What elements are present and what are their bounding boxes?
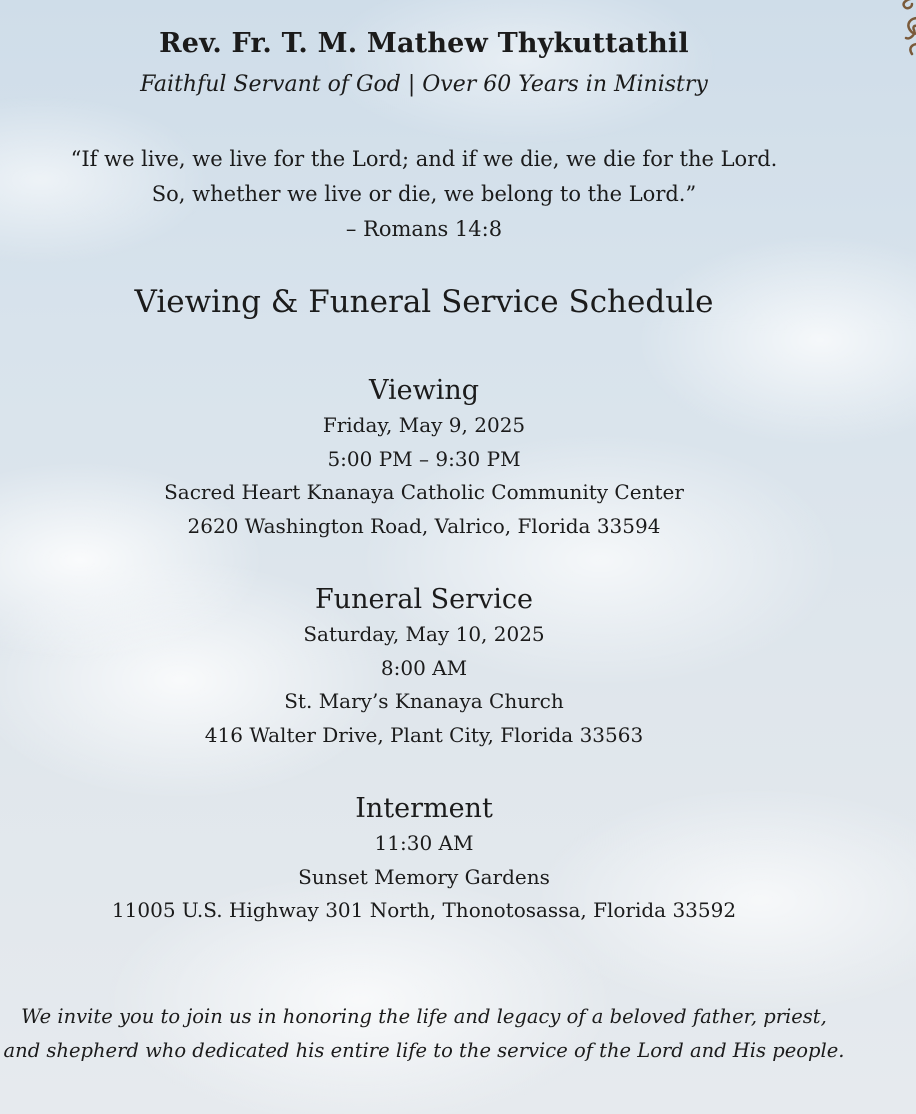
invitation-line-2: and shepherd who dedicated his entire life to the service of the Lord and His people. bbox=[3, 1039, 845, 1062]
floral-ornament-icon bbox=[874, 0, 916, 66]
event-venue: St. Mary’s Knanaya Church bbox=[284, 689, 564, 713]
schedule-title: Viewing & Funeral Service Schedule bbox=[134, 284, 714, 320]
event-venue: Sunset Memory Gardens bbox=[298, 864, 550, 889]
quote-citation: – Romans 14:8 bbox=[345, 217, 503, 241]
event-interment bbox=[0, 791, 848, 928]
scripture-quote bbox=[0, 142, 848, 247]
event-title: Viewing bbox=[368, 375, 480, 406]
event-time: 11:30 AM bbox=[374, 831, 474, 855]
event-title: Funeral Service bbox=[314, 584, 534, 615]
invitation-text bbox=[0, 1000, 848, 1068]
event-venue: Sacred Heart Knanaya Catholic Community Center bbox=[164, 480, 684, 504]
event-address: 2620 Washington Road, Valrico, Florida 33594 bbox=[187, 513, 661, 538]
event-address: 416 Walter Drive, Plant City, Florida 33563 bbox=[204, 722, 644, 747]
event-title: Interment bbox=[355, 793, 493, 824]
quote-line-1: “If we live, we live for the Lord; and if we die, we die for the Lord. bbox=[70, 147, 778, 171]
event-time: 8:00 AM bbox=[380, 655, 468, 680]
event-date: Friday, May 9, 2025 bbox=[322, 413, 526, 437]
quote-line-2: So, whether we live or die, we belong to the Lord.” bbox=[151, 182, 697, 206]
event-address: 11005 U.S. Highway 301 North, Thonotosassa, Florida 33592 bbox=[111, 898, 737, 922]
memorial-subtitle: Faithful Servant of God | Over 60 Years in Ministry bbox=[140, 72, 708, 97]
event-date: Saturday, May 10, 2025 bbox=[303, 622, 545, 646]
deceased-name: Rev. Fr. T. M. Mathew Thykuttathil bbox=[159, 28, 689, 59]
event-viewing bbox=[0, 373, 848, 543]
event-time: 5:00 PM – 9:30 PM bbox=[327, 446, 521, 471]
invitation-line-1: We invite you to join us in honoring the life and legacy of a beloved father, priest, bbox=[21, 1005, 827, 1028]
event-funeral-service bbox=[0, 582, 848, 752]
